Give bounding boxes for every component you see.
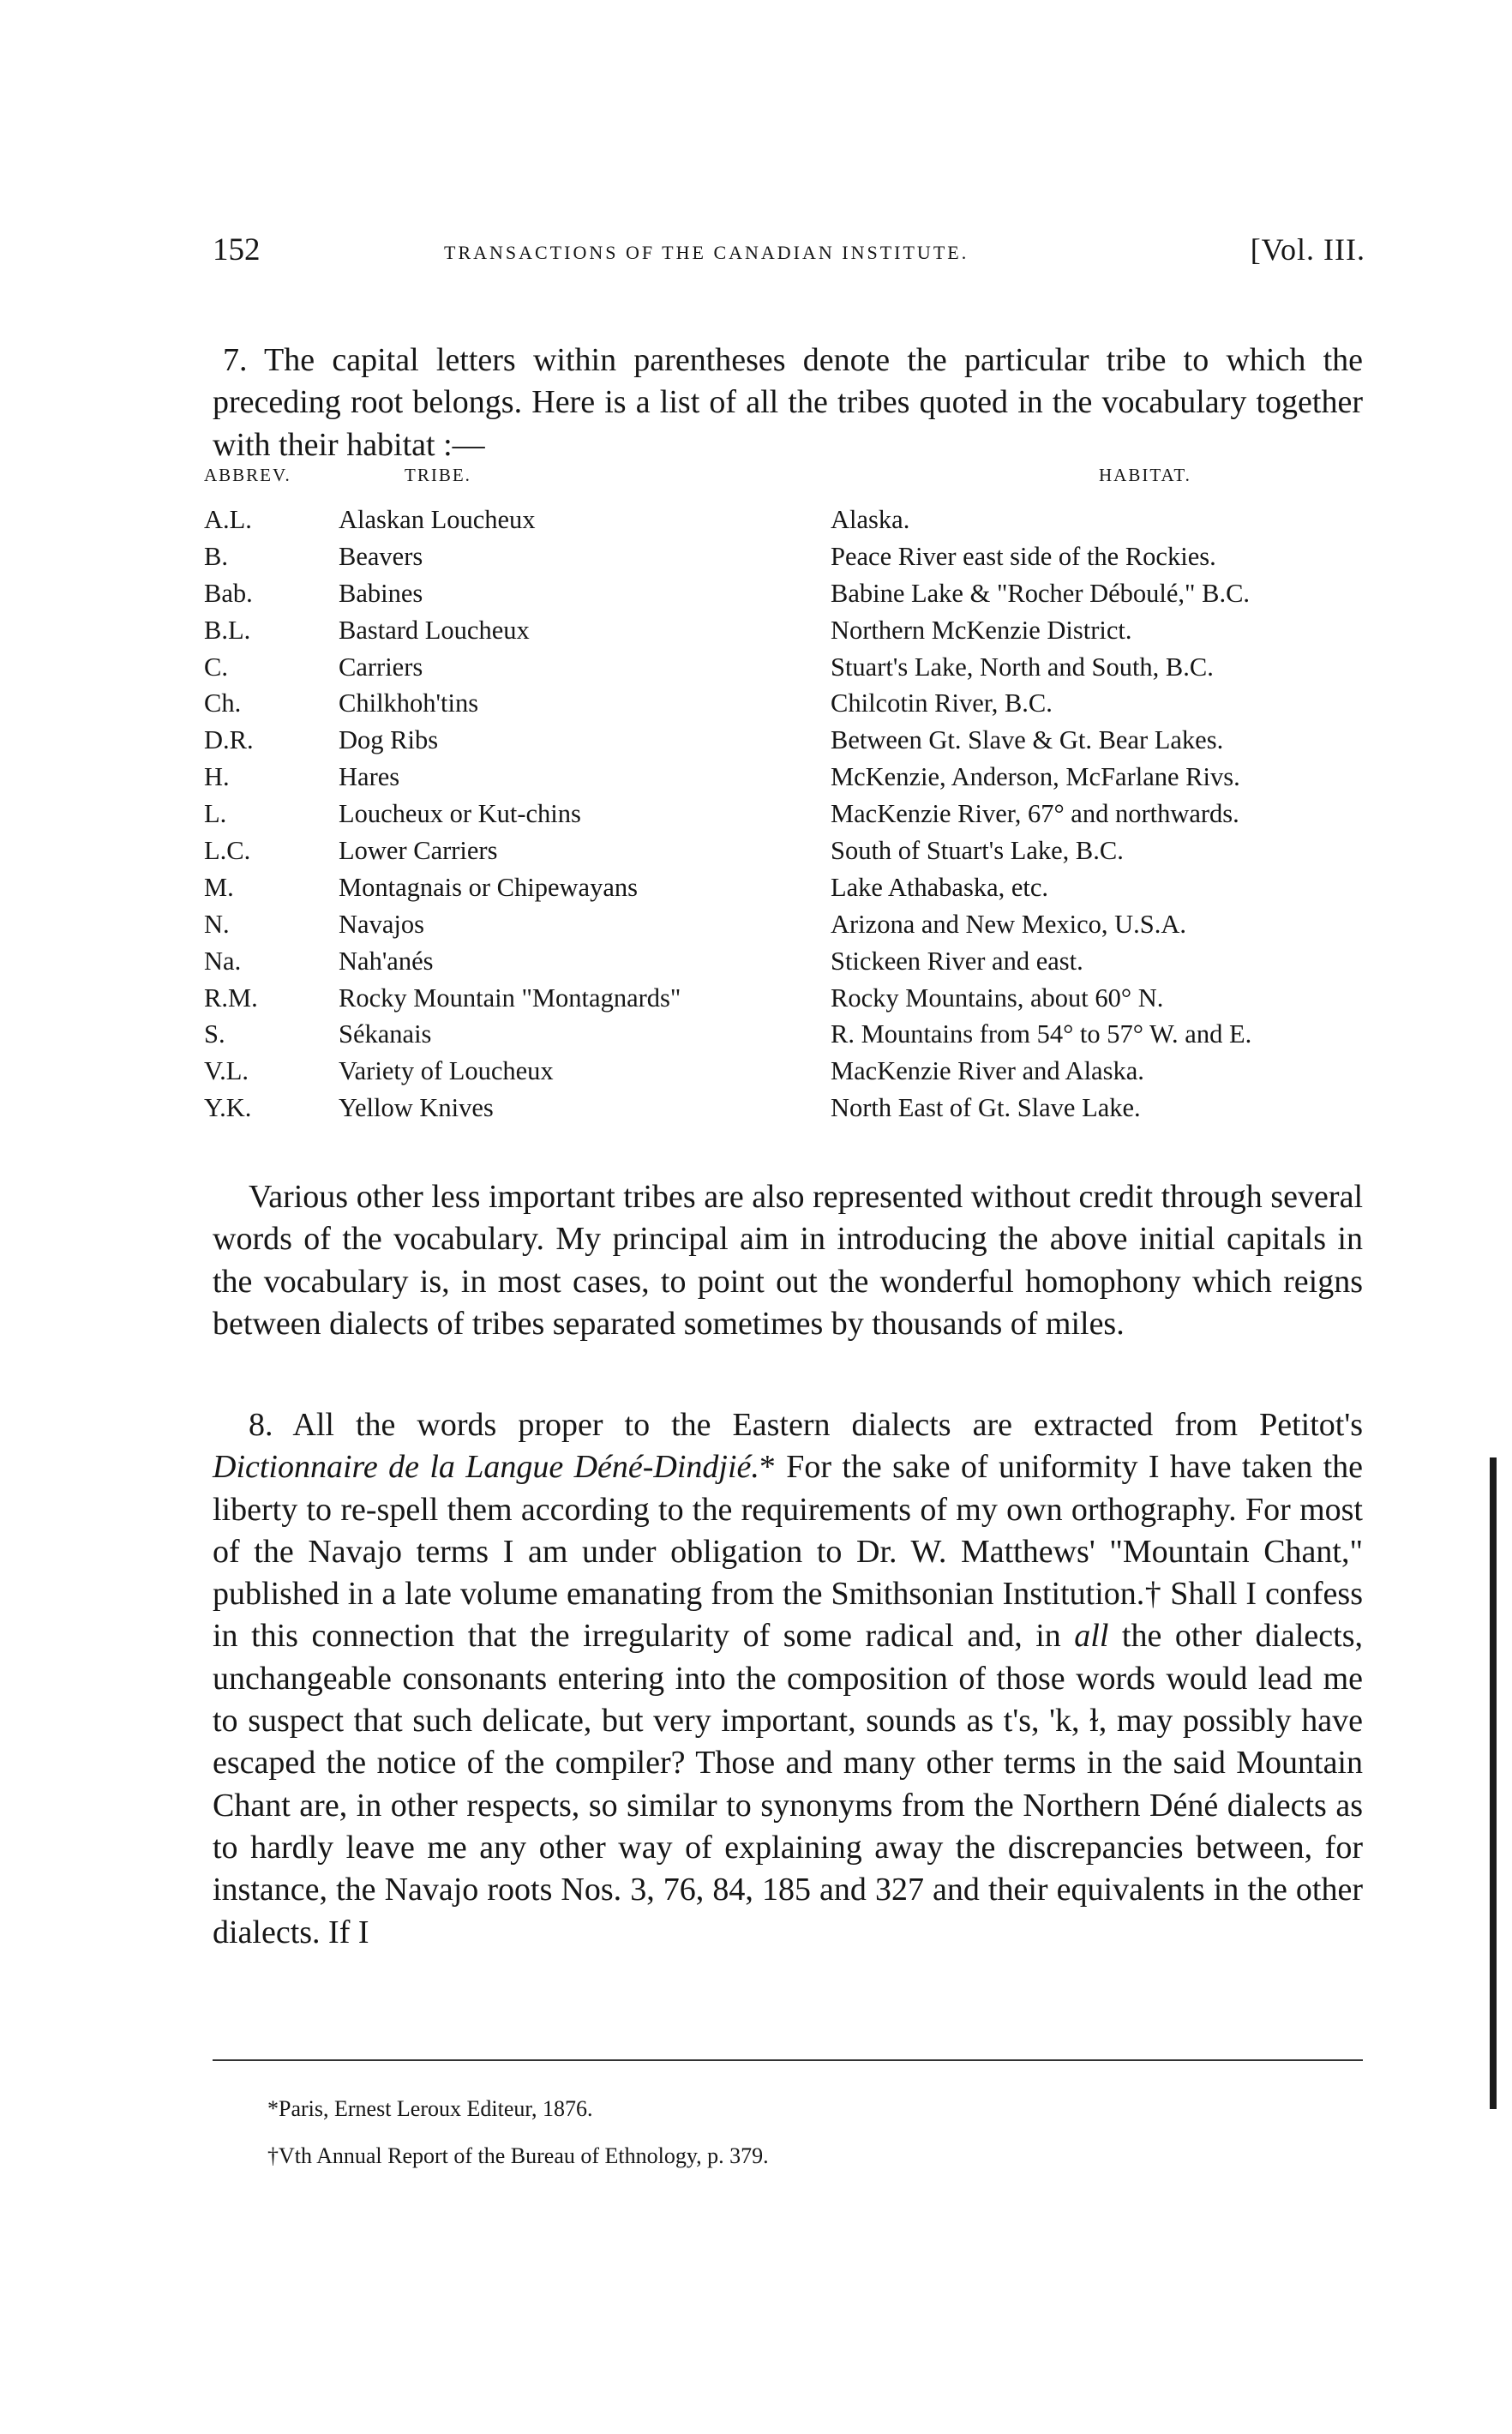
section-8-text-2: * For the sake of uniformity I have taken the liberty to re-spell them according to the requirements of my own orthography. For most of the Navajo terms I am under obligation to Dr. W. Matthews' "Mountain Chant," published in a late volume emanating from the Smithsonian Institution.† Shall I confess in this connection that the irregularity of some radical and, in: [213, 1449, 1363, 1655]
dictionary-title: Dictionnaire de la Langue Déné-Dindjié.: [213, 1449, 759, 1486]
tribe-name: Variety of Loucheux: [339, 1056, 554, 1086]
tribe-name: Navajos: [339, 909, 424, 939]
footnote-rule: [213, 2059, 1363, 2061]
tribe-abbrev: B.: [204, 541, 228, 571]
table-row: [199, 832, 1365, 869]
footnote-1: *Paris, Ernest Leroux Editeur, 1876.: [267, 2096, 593, 2121]
tribe-name: Beavers: [339, 541, 423, 571]
tribe-habitat: R. Mountains from 54° to 57° W. and E.: [831, 1019, 1252, 1049]
tribe-abbrev: M.: [204, 872, 234, 902]
tribe-name: Chilkhoh'tins: [339, 688, 479, 718]
all-italic: all: [1074, 1618, 1109, 1655]
tribe-name: Carriers: [339, 652, 423, 682]
table-row: [199, 796, 1365, 832]
section-8-text-3: the other dialects, unchangeable consonants entering into the composition of those words would lead me to suspect that such delicate, but very important, sounds as t's, 'k, ɫ, may possibly have escaped the notice of the compiler? Those and many other terms in the said Mountain Chant are, in other respects, so similar to synonyms from the Northern Déné dialects as to hardly leave me any other way of explaining away the discrepancies between, for instance, the Navajo roots Nos. 3, 76, 84, 185 and 327 and their equivalents in the other dialects. If I: [213, 1618, 1363, 1950]
volume-label: [Vol. III.: [1250, 232, 1365, 267]
tribe-habitat: North East of Gt. Slave Lake.: [831, 1093, 1141, 1123]
tribe-abbrev: D.R.: [204, 725, 254, 755]
tribe-habitat: MacKenzie River, 67° and northwards.: [831, 799, 1239, 829]
tribe-rows: [199, 502, 1365, 1127]
tribe-habitat: Babine Lake & "Rocher Déboulé," B.C.: [831, 578, 1251, 608]
tribe-abbrev: C.: [204, 652, 228, 682]
tribe-name: Loucheux or Kut-chins: [339, 799, 581, 829]
various-tribes-paragraph: Various other less important tribes are also represented without credit through several words of the vocabulary. My principal aim in introducing the above initial capitals in the vocabulary is, in most cases, to point out the wonderful homophony which reigns between dialects of tribes separated sometimes by thousands of miles.: [213, 1179, 1363, 1342]
tribe-habitat: Alaska.: [831, 505, 910, 534]
header-habitat: HABITAT.: [1099, 465, 1191, 485]
section-8-text-1: 8. All the words proper to the Eastern dialects are extracted from Petitot's: [249, 1407, 1363, 1443]
tribe-habitat: Arizona and New Mexico, U.S.A.: [831, 909, 1187, 939]
tribe-name: Dog Ribs: [339, 725, 439, 755]
tribe-habitat: Chilcotin River, B.C.: [831, 688, 1053, 718]
header-tribe: TRIBE.: [405, 465, 471, 485]
tribe-abbrev: Bab.: [204, 578, 253, 608]
footnote-2: †Vth Annual Report of the Bureau of Ethnology, p. 379.: [267, 2143, 769, 2168]
table-row: [199, 869, 1365, 906]
tribe-name: Montagnais or Chipewayans: [339, 872, 638, 902]
table-row: [199, 1016, 1365, 1053]
table-row: [199, 980, 1365, 1017]
tribe-abbrev: Ch.: [204, 688, 242, 718]
tribe-name: Sékanais: [339, 1019, 432, 1049]
table-row: [199, 722, 1365, 759]
tribe-abbrev: L.: [204, 799, 227, 829]
tribe-abbrev: S.: [204, 1019, 225, 1049]
tribe-habitat: Stuart's Lake, North and South, B.C.: [831, 652, 1214, 682]
table-row: [199, 685, 1365, 722]
tribe-habitat: Between Gt. Slave & Gt. Bear Lakes.: [831, 725, 1224, 755]
tribe-name: Nah'anés: [339, 946, 434, 976]
tribe-habitat: MacKenzie River and Alaska.: [831, 1056, 1144, 1086]
tribe-abbrev: Y.K.: [204, 1093, 252, 1123]
tribe-habitat: McKenzie, Anderson, McFarlane Rivs.: [831, 762, 1240, 792]
tribe-name: Rocky Mountain "Montagnards": [339, 983, 681, 1013]
table-row: [199, 1090, 1365, 1127]
page-number: 152: [213, 232, 261, 267]
tribe-habitat: Northern McKenzie District.: [831, 615, 1132, 645]
tribe-abbrev: H.: [204, 762, 230, 792]
table-row: [199, 502, 1365, 538]
tribe-name: Alaskan Loucheux: [339, 505, 536, 534]
tribe-habitat: Stickeen River and east.: [831, 946, 1083, 976]
tribe-abbrev: Na.: [204, 946, 242, 976]
running-title: TRANSACTIONS OF THE CANADIAN INSTITUTE.: [444, 242, 969, 263]
table-row: [199, 649, 1365, 686]
tribe-name: Hares: [339, 762, 400, 792]
running-header: [213, 231, 1365, 283]
table-row: [199, 943, 1365, 980]
table-row: [199, 906, 1365, 943]
table-row: [199, 575, 1365, 612]
table-row: [199, 612, 1365, 649]
tribe-abbrev: A.L.: [204, 505, 252, 534]
table-row: [199, 1053, 1365, 1090]
tribe-habitat: Lake Athabaska, etc.: [831, 872, 1049, 902]
tribe-abbrev: V.L.: [204, 1056, 249, 1086]
tribe-habitat: South of Stuart's Lake, B.C.: [831, 836, 1124, 866]
tribe-name: Bastard Loucheux: [339, 615, 530, 645]
tribe-name: Babines: [339, 578, 423, 608]
section-8-paragraph: [213, 1404, 1363, 1954]
tribe-name: Lower Carriers: [339, 836, 498, 866]
tribe-habitat: Rocky Mountains, about 60° N.: [831, 983, 1164, 1013]
tribe-abbrev: N.: [204, 909, 230, 939]
header-abbrev: ABBREV.: [204, 465, 291, 485]
tribe-abbrev: L.C.: [204, 836, 251, 866]
table-row: [199, 759, 1365, 796]
tribe-abbrev: R.M.: [204, 983, 258, 1013]
section-7-paragraph: 7. The capital letters within parentheses denote the particular tribe to which the preceding root belongs. Here is a list of all the tribes quoted in the vocabulary together with their habitat :—: [213, 342, 1363, 463]
table-row: [199, 538, 1365, 575]
tribe-abbrev: B.L.: [204, 615, 251, 645]
tribe-name: Yellow Knives: [339, 1093, 494, 1123]
tribe-habitat: Peace River east side of the Rockies.: [831, 541, 1216, 571]
scan-edge-bar: [1490, 1457, 1497, 2109]
